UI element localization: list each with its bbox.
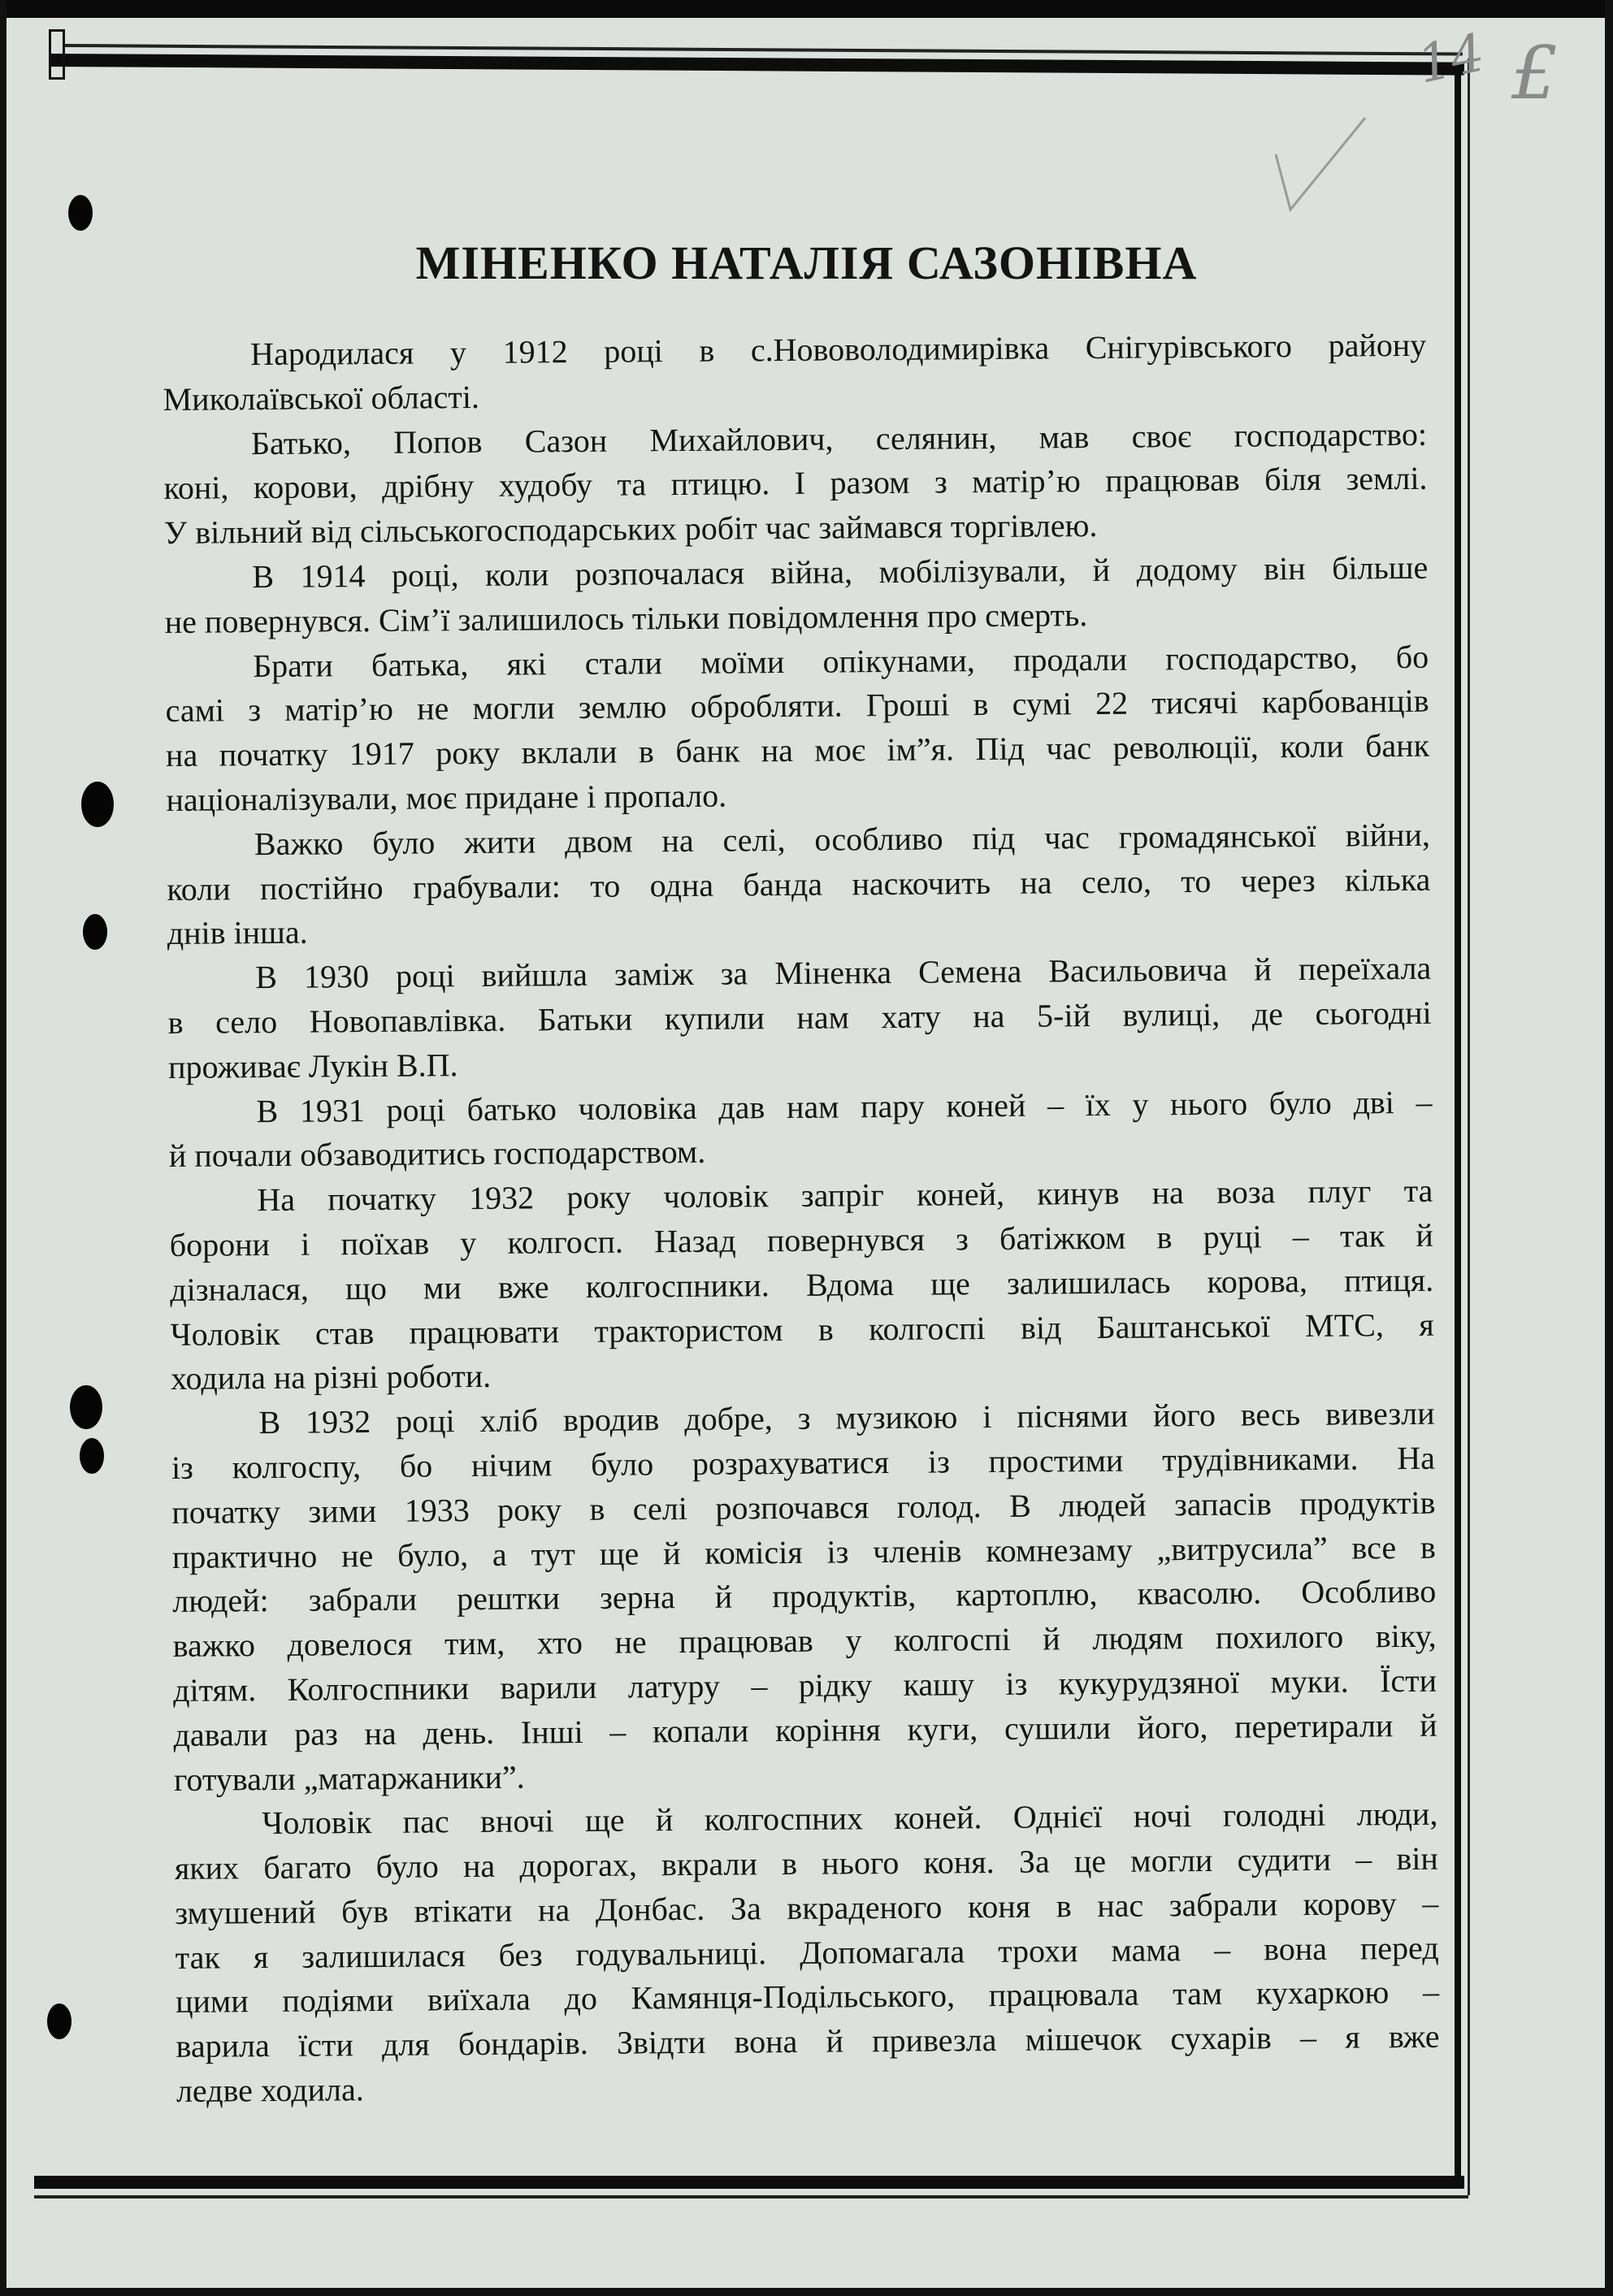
text-line: й почали обзаводитись господарством. xyxy=(168,1133,706,1175)
page-frame-right xyxy=(1455,67,1461,2187)
text-line: варила їсти для бондарів. Звідти вона й привезла мішечок сухарів – я вже xyxy=(176,2018,1440,2065)
handwritten-mark: £ xyxy=(1511,31,1559,116)
page-frame-bottom-thin xyxy=(34,2195,1468,2199)
text-line: ходила на різні роботи. xyxy=(170,1358,492,1397)
text-line: Чоловік став працювати трактористом в колгоспі від Баштанської МТС, я xyxy=(170,1306,1434,1353)
text-line: Батько, Попов Сазон Михайлович, селянин, мав своє господарство: xyxy=(250,415,1428,461)
text-line: дізналася, що ми вже колгоспники. Вдома ще залишилась корова, птиця. xyxy=(170,1261,1434,1308)
scan-edge xyxy=(0,0,7,2296)
text-line: Миколаївської області. xyxy=(163,378,480,418)
paragraph xyxy=(164,546,1429,645)
text-line: В 1930 році вийшла заміж за Міненка Семена Васильовича й переїхала xyxy=(255,949,1432,996)
text-line: готували „матаржаники”. xyxy=(173,1758,525,1798)
paragraph xyxy=(174,1792,1440,2114)
text-line: дітям. Колгоспники варили латуру – рідку кашу із кукурудзяної муки. Їсти xyxy=(172,1661,1437,1709)
text-line: давали раз на день. Інші – копали коріння куги, сушили його, перетирали й xyxy=(173,1706,1437,1753)
text-line: Народилася у 1912 році в с.Нововолодимирівка Снігурівського району xyxy=(250,326,1427,373)
text-line: в село Новопавлівка. Батьки купили нам хату на 5-ій вулиці, де сьогодні xyxy=(167,994,1432,1041)
text-line: В 1914 році, коли розпочалася війна, мобілізували, й додому він більше xyxy=(252,548,1429,596)
paragraph xyxy=(163,412,1428,556)
paragraph xyxy=(165,635,1430,822)
paragraph xyxy=(168,1080,1433,1179)
document-body xyxy=(163,323,1440,2114)
text-line: днів інша. xyxy=(167,913,308,952)
paragraph xyxy=(163,323,1427,422)
text-line: В 1931 році батько чоловіка дав нам пару коней – їх у нього було дві – xyxy=(256,1083,1433,1129)
text-line: коні, корови, дрібну худобу та птицю. І разом з матір’ю працював біля землі. xyxy=(163,460,1428,507)
text-line: Важко було жити двом на селі, особливо під час громадянської війни, xyxy=(254,816,1431,862)
punch-hole xyxy=(47,2004,72,2039)
punch-hole xyxy=(81,782,114,827)
text-line: коли постійно грабували: то одна банда наскочить на село, то через кілька xyxy=(167,860,1431,908)
punch-hole xyxy=(68,195,93,231)
text-line: На початку 1932 року чоловік запріг коней, кинув на воза плуг та xyxy=(257,1172,1433,1219)
corner-ornament xyxy=(49,29,65,80)
text-line: проживає Лукін В.П. xyxy=(167,1046,458,1085)
text-line: самі з матір’ю не могли землю обробляти. Гроші в сумі 22 тисячі карбованців xyxy=(165,682,1429,730)
scan-edge xyxy=(0,2288,1613,2296)
punch-hole xyxy=(83,914,107,950)
text-line: важко довелося тим, хто не працював у колгоспі й людям похилого віку, xyxy=(172,1617,1437,1665)
text-line: ледве ходила. xyxy=(176,2071,364,2110)
checkmark-icon xyxy=(1268,114,1373,219)
page-frame-top-thin xyxy=(65,44,1463,56)
text-line: борони і поїхав у колгосп. Назад повернувся з батіжком в руці – так й xyxy=(169,1216,1433,1263)
text-line: так я залишилася без годувальниці. Допомагала трохи мама – вона перед xyxy=(175,1929,1439,1976)
scan-edge xyxy=(0,0,1613,18)
paragraph xyxy=(167,813,1431,957)
scan-edge xyxy=(1605,0,1613,2296)
text-line: Брати батька, які стали моїми опікунами, продали господарство, бо xyxy=(253,638,1429,684)
handwritten-page-number: 14 xyxy=(1412,23,1490,96)
paragraph xyxy=(171,1392,1437,1802)
text-line: людей: забрали рештки зерна й продуктів, картоплю, квасолю. Особливо xyxy=(172,1573,1437,1620)
text-line: націоналізували, моє придане і пропало. xyxy=(166,777,727,818)
page-frame-top xyxy=(50,54,1464,76)
text-line: не повернувся. Сім’ї залишилось тільки повідомлення про смерть. xyxy=(164,596,1088,640)
text-line: змушений був втікати на Донбас. За вкраденого коня в нас забрали корову – xyxy=(175,1884,1439,1931)
text-line: цими подіями виїхала до Камянця-Подільського, працювала там кухаркою – xyxy=(175,1973,1440,2021)
text-line: початку зими 1933 року в селі розпочався голод. В людей запасів продуктів xyxy=(171,1484,1436,1531)
paragraph xyxy=(169,1169,1434,1401)
page-frame-right-thin xyxy=(1468,58,1470,2195)
text-line: практично не було, а тут ще й комісія із членів комнезаму „витрусила” все в xyxy=(171,1528,1436,1575)
text-line: В 1932 році хліб вродив добре, з музикою і піснями його весь вивезли xyxy=(258,1394,1435,1441)
page-title: МІНЕНКО НАТАЛІЯ САЗОНІВНА xyxy=(415,236,1198,289)
punch-hole xyxy=(80,1438,104,1474)
page-frame-bottom xyxy=(34,2176,1464,2189)
punch-hole xyxy=(70,1385,102,1429)
paragraph xyxy=(167,947,1432,1090)
text-line: на початку 1917 року вклали в банк на моє ім”я. Під час революції, коли банк xyxy=(165,726,1430,774)
text-line: Чоловік пас вночі ще й колгоспних коней. Однієї ночі голодні люди, xyxy=(262,1796,1438,1842)
text-line: У вільний від сільськогосподарських робіт час займався торгівлею. xyxy=(163,507,1098,552)
text-line: із колгоспу, бо нічим було розрахуватися із простими трудівниками. На xyxy=(171,1439,1436,1486)
text-line: яких багато було на дорогах, вкрали в нього коня. За це могли судити – він xyxy=(174,1839,1438,1887)
